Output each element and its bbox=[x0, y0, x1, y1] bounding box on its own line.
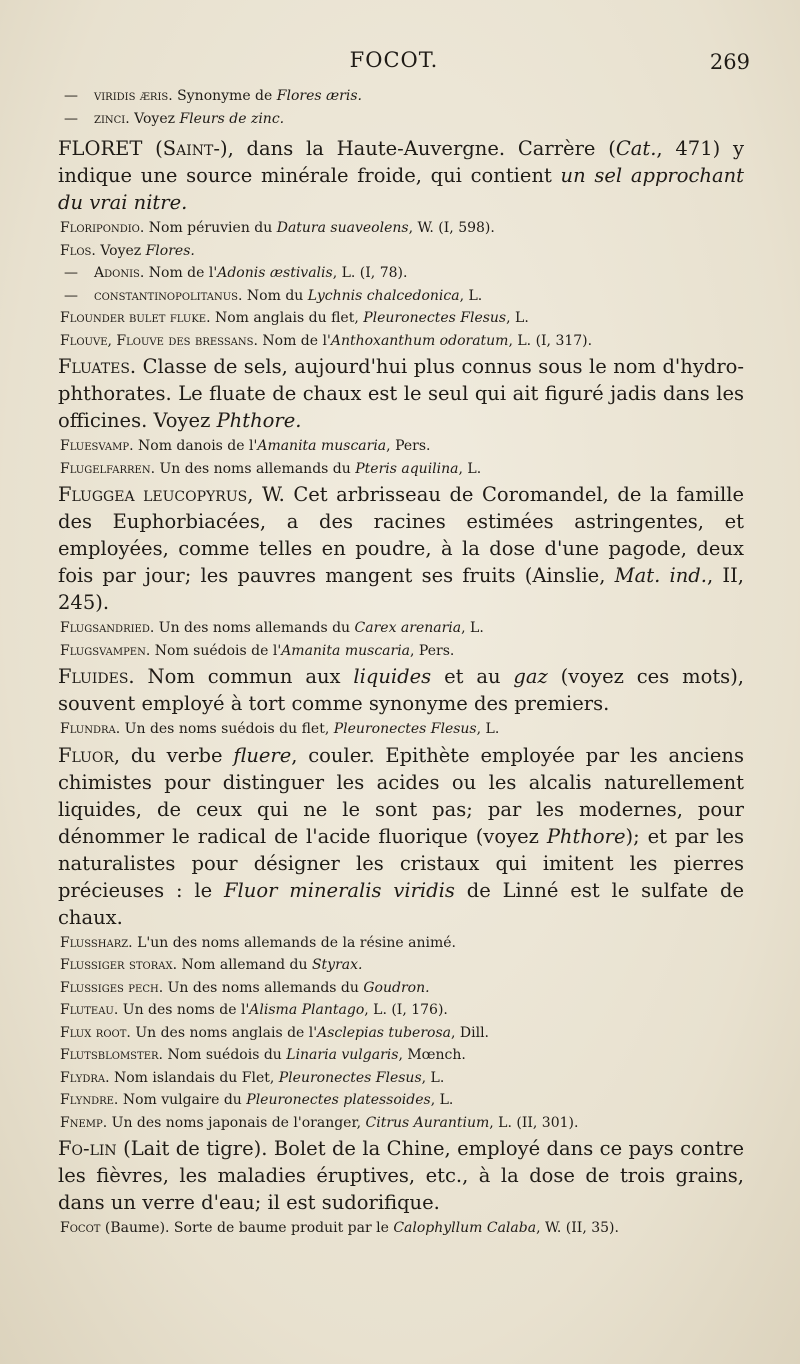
entry-text: , Pers. bbox=[386, 438, 431, 454]
entry-headword: Flussiges pech. bbox=[60, 979, 164, 996]
entry-headword: Fo-lin bbox=[58, 1137, 117, 1160]
dictionary-entry-main bbox=[58, 135, 744, 216]
entry-text: du verbe bbox=[120, 743, 234, 767]
dictionary-entry bbox=[60, 459, 744, 480]
entry-text: , L. bbox=[430, 1092, 454, 1108]
entry-text: , L. bbox=[476, 721, 500, 737]
entry-text: , 471) y indique une source minérale froide, qui contient bbox=[58, 137, 744, 187]
entry-headword: Fluides. bbox=[58, 665, 135, 688]
entry-text: Nom anglais du flet, bbox=[215, 310, 364, 326]
entry-italic-text: Phthore bbox=[546, 824, 626, 848]
dictionary-entry bbox=[60, 1045, 744, 1066]
entry-text: , L. (I, 176). bbox=[364, 1002, 448, 1018]
entry-text: Nom suédois de l' bbox=[154, 642, 282, 659]
entry-headword: Fluteau. bbox=[60, 1002, 119, 1018]
entry-text: , L. bbox=[421, 1069, 445, 1086]
entry-text: , II, 245). bbox=[58, 564, 744, 614]
entry-text: Classe de sels, aujourd'hui plus connus sous le nom d'hydro-phthorates. Le fluate de chaux est le seul qui ait figuré jadis dans les officines. Voyez bbox=[58, 355, 744, 432]
entry-headword: Flyndre. bbox=[60, 1092, 119, 1108]
entry-italic-text: Fluor mineralis viridis bbox=[224, 878, 455, 902]
entry-italic-text: Pteris aquilina bbox=[355, 460, 459, 477]
entry-headword: constantinopolitanus. bbox=[94, 287, 243, 304]
entry-text: , W. (II, 35). bbox=[536, 1220, 619, 1236]
entry-text: , W. (I, 598). bbox=[408, 220, 495, 236]
entry-italic-text: Citrus Aurantium bbox=[365, 1114, 490, 1131]
entry-text: , L. bbox=[459, 287, 483, 304]
dictionary-entry bbox=[60, 978, 744, 999]
entry-headword: Flugsvampen. bbox=[60, 642, 151, 659]
entry-text: , L. (I, 317). bbox=[508, 332, 593, 349]
entry-italic-text: Flores. bbox=[145, 242, 195, 259]
dictionary-entry bbox=[64, 286, 744, 307]
entry-text: , Pers. bbox=[410, 642, 455, 659]
entry-text: de Linné est le sulfate de chaux. bbox=[58, 878, 744, 929]
entry-italic-text: gaz bbox=[513, 665, 548, 688]
entry-italic-text: Amanita muscaria bbox=[281, 642, 411, 659]
entry-text: Un des noms japonais de l'oranger, bbox=[111, 1114, 366, 1131]
entry-italic-text: fluere bbox=[233, 743, 292, 767]
entry-text: , L. bbox=[458, 460, 482, 477]
entry-text: Un des noms allemands du bbox=[159, 460, 356, 477]
dictionary-entry-main bbox=[58, 353, 744, 434]
entry-text: et au bbox=[431, 665, 514, 688]
entry-text: , L. bbox=[506, 310, 529, 326]
entry-text: (voyez ces mots), souvent employé à tort comme synonyme des premiers. bbox=[58, 665, 744, 715]
dictionary-entry bbox=[60, 641, 744, 662]
entry-headword: Fnemp. bbox=[60, 1114, 108, 1131]
entry-headword: Flundra. bbox=[60, 721, 121, 737]
entry-italic-text: Calophyllum Calaba bbox=[393, 1220, 537, 1236]
dictionary-entry bbox=[60, 719, 744, 740]
entry-text: Un des noms allemands du bbox=[167, 979, 364, 996]
entry-text: Un des noms anglais de l' bbox=[135, 1024, 318, 1041]
entry-text: Nom vulgaire du bbox=[122, 1092, 247, 1108]
entry-text: Nom de l' bbox=[262, 332, 331, 349]
dictionary-entries bbox=[44, 86, 744, 1239]
dictionary-entry bbox=[60, 436, 744, 457]
dictionary-entry-main bbox=[58, 481, 744, 616]
entry-text: , couler. Epithète employée par les anciens chimistes pour distinguer les acides ou les alcalis naturellement liquides, de ceux qui ne le sont pas; par les modernes, pour dénommer le radical de l'acide fluorique (voyez bbox=[58, 743, 744, 848]
entry-text: , Mœnch. bbox=[398, 1047, 466, 1063]
dictionary-entry bbox=[60, 933, 744, 954]
dictionary-entry-main bbox=[58, 1135, 744, 1216]
entry-headword: FLORET (Saint-) bbox=[58, 137, 228, 160]
entry-text: Nom commun aux bbox=[134, 665, 354, 688]
dictionary-entry bbox=[60, 1113, 744, 1134]
entry-italic-text: Phthore. bbox=[216, 409, 302, 432]
entry-text: , W. Cet arbrisseau de Coromandel, de la famille des Euphorbiacées, a des racines estimées astringentes, et employées, comme telles en poudre, à la dose d'une pagode, deux fois par jour; les pauvres mangent ses fruits (Ainslie, bbox=[58, 483, 744, 587]
entry-text: (Lait de tigre). Bolet de la Chine, employé dans ce pays contre les fièvres, les maladies éruptives, etc., à la dose de trois grains, dans un verre d'eau; il est sudorifique. bbox=[58, 1137, 744, 1214]
entry-italic-text: Amanita muscaria bbox=[257, 438, 387, 454]
entry-text: Nom de l' bbox=[148, 265, 218, 281]
entry-text: Un des noms de l' bbox=[122, 1002, 250, 1018]
entry-text: ); et par les naturalistes pour désigner les cristaux qui imitent les pierres précieuses : le bbox=[58, 824, 744, 902]
dictionary-entry bbox=[60, 331, 744, 352]
entry-text: Un des noms suédois du flet, bbox=[124, 721, 334, 737]
entry-dash: — bbox=[64, 88, 78, 104]
entry-italic-text: Adonis æstivalis bbox=[217, 265, 333, 281]
entry-headword: Floripondio. bbox=[60, 220, 145, 236]
entry-text: Voyez bbox=[134, 110, 180, 127]
entry-text: , L. (II, 301). bbox=[489, 1114, 579, 1131]
entry-italic-text: Pleuronectes Flesus bbox=[333, 721, 477, 737]
entry-text: , Dill. bbox=[450, 1024, 489, 1041]
entry-headword: Flugelfarren. bbox=[60, 460, 156, 477]
entry-headword: Adonis. bbox=[94, 265, 145, 281]
entry-headword: Fluesvamp. bbox=[60, 438, 134, 454]
entry-italic-text: Datura suaveolens bbox=[276, 220, 409, 236]
entry-italic-text: Styrax. bbox=[311, 957, 363, 973]
entry-headword: Fluates. bbox=[58, 355, 137, 378]
entry-headword: Flugsandried. bbox=[60, 620, 155, 636]
dictionary-entry bbox=[60, 1000, 744, 1021]
entry-text: Nom danois de l' bbox=[138, 438, 258, 454]
entry-text: Voyez bbox=[100, 242, 146, 259]
dictionary-entry bbox=[60, 618, 744, 639]
entry-text: (Baume). Sorte de baume produit par le bbox=[104, 1220, 394, 1236]
entry-italic-text: Pleuronectes platessoides bbox=[246, 1092, 431, 1108]
entry-italic-text: liquides bbox=[353, 665, 432, 688]
entry-headword: Flouve, Flouve des bressans. bbox=[60, 332, 258, 349]
entry-italic-text: Lychnis chalcedonica bbox=[307, 287, 460, 304]
entry-headword: viridis æris. bbox=[94, 88, 173, 104]
entry-text: Nom allemand du bbox=[181, 957, 312, 973]
page-header bbox=[44, 44, 750, 84]
dictionary-entry bbox=[60, 1218, 744, 1239]
entry-text: Nom du bbox=[246, 287, 308, 304]
entry-headword: zinci. bbox=[94, 110, 130, 127]
entry-italic-text: Mat. ind. bbox=[614, 564, 707, 587]
entry-italic-text: Asclepias tuberosa bbox=[317, 1024, 451, 1041]
entry-headword: Flussiger storax. bbox=[60, 957, 178, 973]
entry-dash: — bbox=[64, 287, 78, 304]
entry-italic-text: Anthoxanthum odoratum bbox=[330, 332, 509, 349]
entry-italic-text: Cat. bbox=[615, 137, 657, 160]
dictionary-entry bbox=[60, 1090, 744, 1111]
entry-dash: — bbox=[64, 265, 78, 281]
entry-headword: Flos. bbox=[60, 242, 96, 259]
entry-italic-text: Alisma Plantago bbox=[249, 1002, 365, 1018]
dictionary-entry bbox=[64, 86, 744, 107]
dictionary-entry bbox=[60, 1068, 744, 1089]
dictionary-entry-main bbox=[58, 663, 744, 717]
entry-dash: — bbox=[64, 110, 78, 127]
dictionary-entry bbox=[60, 241, 744, 262]
entry-text: Nom islandais du Flet, bbox=[114, 1069, 279, 1086]
entry-text: Nom péruvien du bbox=[148, 220, 277, 236]
entry-text: , dans la Haute-Auvergne. Carrère ( bbox=[227, 137, 616, 160]
entry-text: Synonyme de bbox=[177, 88, 277, 104]
entry-italic-text: Carex arenaria bbox=[354, 620, 462, 636]
entry-italic-text: Flores æris. bbox=[276, 88, 362, 104]
entry-headword: Flydra. bbox=[60, 1069, 110, 1086]
dictionary-entry bbox=[60, 955, 744, 976]
entry-headword: Flux root. bbox=[60, 1024, 131, 1041]
entry-headword: Fluor, bbox=[58, 743, 121, 767]
entry-text: Nom suédois du bbox=[167, 1047, 287, 1063]
entry-text: L'un des noms allemands de la résine animé. bbox=[137, 934, 456, 951]
dictionary-entry bbox=[64, 109, 744, 130]
entry-italic-text: Pleuronectes Flesus bbox=[278, 1069, 422, 1086]
entry-headword: Flutsblomster. bbox=[60, 1047, 163, 1063]
dictionary-entry bbox=[60, 218, 744, 239]
entry-text: , L. (I, 78). bbox=[332, 265, 408, 281]
dictionary-entry bbox=[60, 1023, 744, 1044]
entry-italic-text: Fleurs de zinc. bbox=[179, 110, 285, 127]
dictionary-entry-main bbox=[58, 742, 744, 931]
entry-headword: Flounder bulet fluke. bbox=[60, 310, 211, 326]
entry-text: , L. bbox=[461, 620, 484, 636]
dictionary-entry bbox=[60, 308, 744, 329]
entry-headword: Fluggea leucopyrus bbox=[58, 483, 248, 506]
entry-italic-text: Pleuronectes Flesus bbox=[363, 310, 507, 326]
entry-text: Un des noms allemands du bbox=[158, 620, 355, 636]
entry-italic-text: un sel approchant du vrai nitre. bbox=[58, 164, 745, 214]
entry-headword: Focot bbox=[60, 1220, 101, 1236]
dictionary-entry bbox=[64, 263, 744, 284]
running-head: FOCOT. bbox=[349, 48, 439, 72]
entry-headword: Flussharz. bbox=[60, 934, 133, 951]
entry-italic-text: Goudron. bbox=[363, 979, 430, 996]
page-number: 269 bbox=[709, 50, 750, 74]
entry-italic-text: Linaria vulgaris bbox=[286, 1047, 399, 1063]
